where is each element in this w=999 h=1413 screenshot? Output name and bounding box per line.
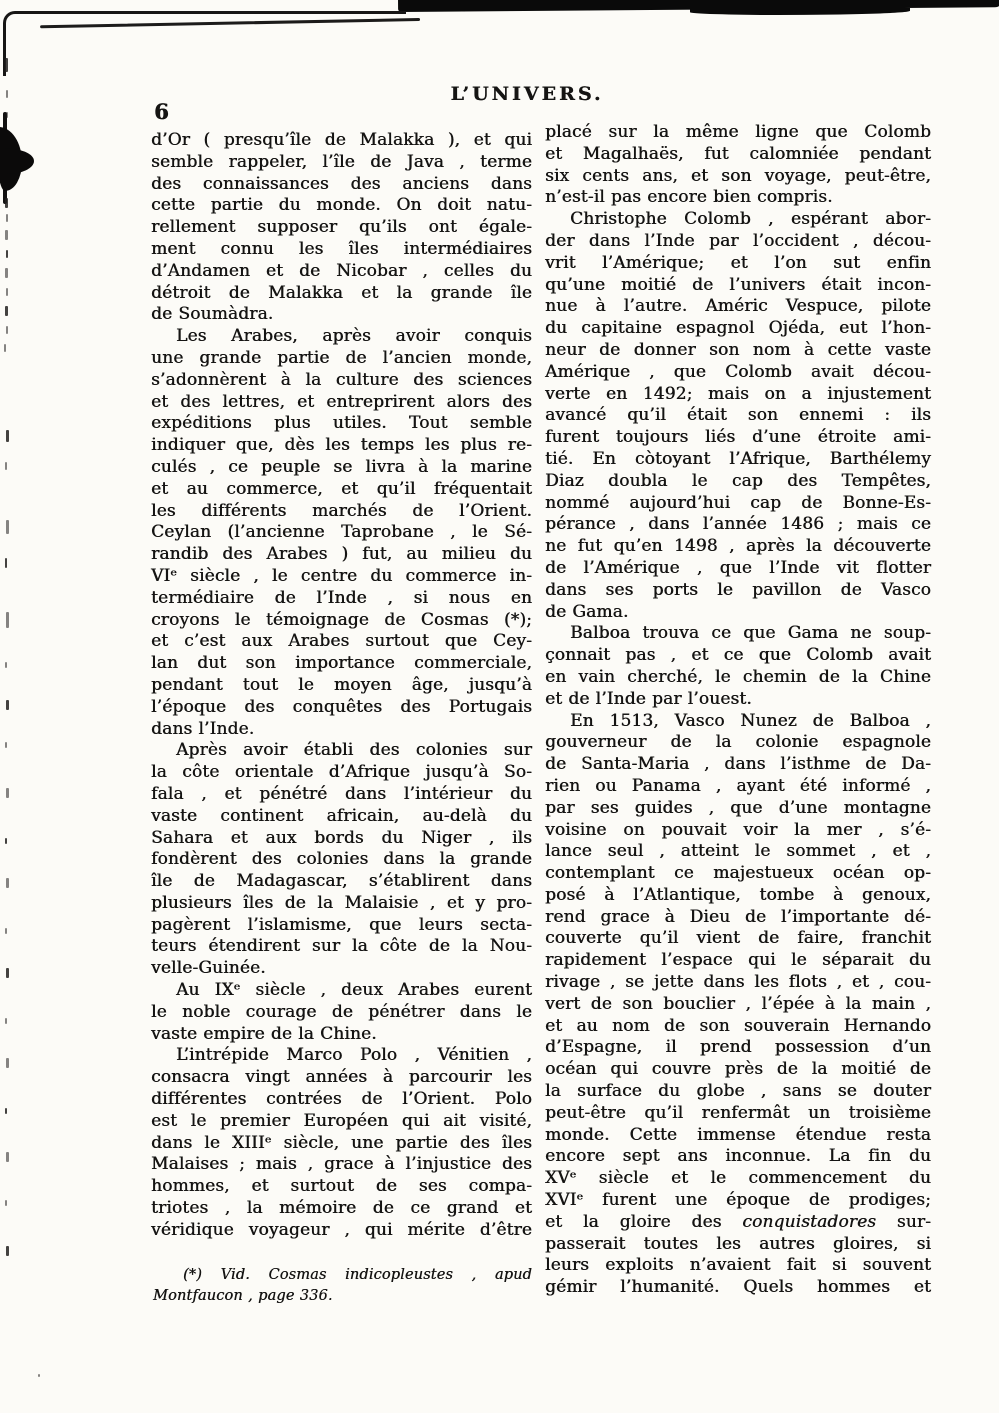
text-line: les différents marchés de l’Orient. — [151, 500, 532, 521]
text-line: randib des Arabes ) fut, au milieu du — [151, 544, 532, 565]
text-line: et de l’Inde par l’ouest. — [545, 688, 752, 709]
text-line: et au nom de son souverain Hernando — [545, 1015, 931, 1036]
text-line: et des lettres, et entreprirent alors des — [151, 391, 532, 412]
footnote — [153, 1265, 532, 1307]
text-line: nommé aujourd’hui cap de Bonne-Es- — [545, 492, 931, 513]
scan-speck — [6, 430, 9, 442]
text-line: neur de donner son nom à cette vaste — [545, 339, 931, 360]
text-line: gouverneur de la colonie espagnole — [545, 732, 931, 753]
text-line: (*) Vid. Cosmas indicopleustes , apud — [183, 1267, 532, 1283]
text-line: n’est-il pas encore bien compris. — [545, 187, 833, 208]
text-line: rien ou Panama , ayant été informé , — [545, 775, 931, 796]
scan-speck — [4, 344, 6, 352]
scan-speck — [6, 968, 9, 978]
text-line: et c’est aux Arabes surtout que Cey- — [151, 631, 532, 652]
text-line: de l’Amérique , que l’Inde vit flotter — [545, 557, 931, 578]
text-line: culés , ce peuple se livra à la marine — [151, 456, 532, 477]
text-line: XVIᵉ furent une époque de prodiges; — [545, 1190, 931, 1211]
text-line: voisine on pouvait voir la mer , s’é- — [545, 819, 931, 840]
text-line: Au IXᵉ siècle , deux Arabes eurent — [176, 980, 532, 1001]
text-line: en vain cherché, le chemin de la Chine — [545, 666, 931, 687]
text-line: île de Madagascar, s’établirent dans — [151, 871, 532, 892]
text-line: peut-être qu’il renfermât un troisième — [545, 1102, 931, 1123]
text-line: rend grace à Dieu de l’importante dé- — [545, 906, 931, 927]
scan-speck — [5, 742, 7, 748]
scan-speck — [5, 928, 7, 934]
text-line: dans le XIIIᵉ siècle, une partie des îles — [151, 1132, 532, 1153]
text-line: semble rappeler, l’île de Java , terme — [151, 151, 532, 172]
text-line: contemplant ce majestueux océan op- — [545, 863, 931, 884]
text-line: passerait toutes les autres gloires, si — [545, 1233, 931, 1254]
text-line: rivage , se jette dans les flots , et , cou- — [545, 972, 931, 993]
text-line: d’Espagne, il prend possession d’un — [545, 1037, 931, 1058]
text-line: pérance , dans l’année 1486 ; mais ce — [545, 514, 931, 535]
text-line: Ceylan (l’ancienne Taprobane , le Sé- — [151, 522, 532, 543]
text-line: lan dut son importance commerciale, — [151, 653, 532, 674]
text-line: Diaz doubla le cap des Tempêtes, — [545, 470, 931, 491]
text-line: la côte orientale d’Afrique jusqu’à So- — [151, 762, 532, 783]
text-line: verte en 1492; mais on a injustement — [545, 383, 931, 404]
text-line: VIᵉ siècle , le centre du commerce in- — [151, 565, 532, 586]
text-line: plusieurs îles de la Malaisie , et y pro- — [151, 892, 532, 913]
text-line: pagèrent l’islamisme, que leurs secta- — [151, 914, 532, 935]
scan-speck — [6, 1058, 9, 1068]
text-line: Amérique , que Colomb avait décou- — [545, 361, 931, 382]
text-line: XVᵉ siècle et le commencement du — [545, 1168, 931, 1189]
text-line: Montfaucon , page 336. — [153, 1288, 333, 1304]
scan-speck — [5, 462, 7, 470]
text-line: est le premier Européen qui ait visité, — [151, 1110, 532, 1131]
scan-speck — [5, 306, 8, 316]
right-column — [545, 122, 931, 1299]
text-line: le noble courage de pénétrer dans le — [151, 1001, 532, 1022]
text-line: Christophe Colomb , espérant abor- — [570, 209, 931, 230]
text-line: croyons le témoignage de Cosmas (*); — [151, 609, 532, 630]
ink-blob-bump — [2, 148, 34, 174]
scan-speck — [5, 58, 8, 72]
text-line: et Magalhaës, fut calomniée pendant — [545, 143, 931, 164]
running-head: L’UNIVERS. — [450, 83, 604, 105]
scan-edge-band-lump — [690, 8, 910, 15]
text-line: d’Or ( presqu’île de Malakka ), et qui — [151, 130, 532, 150]
text-line: par ses guides , que d’une montagne — [545, 797, 931, 818]
scan-speck — [5, 1108, 7, 1114]
text-line: ne fut qu’en 1498 , après la découverte — [545, 536, 931, 557]
text-line: Balboa trouva ce que Gama ne soup- — [570, 623, 931, 644]
text-line: véridique voyageur , qui mérite d’être — [151, 1219, 532, 1240]
text-line: dans l’Inde. — [151, 718, 255, 739]
scan-speck — [5, 1018, 7, 1024]
scan-speck — [5, 198, 8, 208]
text-line: du capitaine espagnol Ojéda, eut l’hon- — [545, 318, 931, 339]
text-line: la surface du globe , sans se douter — [545, 1081, 931, 1102]
text-line: cette partie du monde. On doit natu- — [151, 195, 532, 216]
text-line: Après avoir établi des colonies sur — [176, 740, 532, 761]
text-line: fondèrent des colonies dans la grande — [151, 849, 532, 870]
text-line: Les Arabes, après avoir conquis — [176, 326, 532, 347]
text-line: et au commerce, et qu’il fréquentait — [151, 478, 532, 499]
text-line: termédiaire de l’Inde , si nous en — [151, 587, 532, 608]
text-line: consacra vingt années à parcourir les — [151, 1067, 532, 1088]
scan-speck — [6, 250, 8, 258]
text-line: gémir l’humanité. Quels hommes et — [545, 1277, 931, 1298]
text-line: tié. En còtoyant l’Afrique, Barthélemy — [545, 448, 931, 469]
text-line: hommes, et surtout de ses compa- — [151, 1176, 532, 1197]
scan-speck — [6, 112, 8, 118]
text-line: vrit l’Amérique; et l’on sut enfin — [545, 252, 931, 273]
text-line: monde. Cette immense étendue resta — [545, 1124, 931, 1145]
text-line: posé à l’Atlantique, tombe à genoux, — [545, 884, 931, 905]
text-line: détroit de Malakka et la grande île — [151, 282, 532, 303]
text-line: çonnait pas , et ce que Colomb avait — [545, 645, 931, 666]
text-line: pendant tout le moyen âge, jusqu’à — [151, 674, 532, 695]
text-line: de Soumàdra. — [151, 304, 274, 325]
text-line: de Santa-Maria , dans l’isthme de Da- — [545, 754, 931, 775]
text-line: qu’une moitié de l’univers était incon- — [545, 274, 931, 295]
scan-speck — [6, 788, 9, 798]
text-line: l’époque des conquêtes des Portugais — [151, 696, 532, 717]
text-line: différentes contrées de l’Orient. Polo — [151, 1089, 532, 1110]
scan-speck — [5, 838, 7, 844]
text-line: rellement supposer qu’ils ont égale- — [151, 217, 532, 238]
scan-speck — [6, 288, 8, 296]
text-line: d’Andamen et de Nicobar , celles du — [151, 260, 532, 281]
left-column — [151, 130, 532, 1242]
text-line: et la gloire des conquistadores sur- — [545, 1211, 931, 1232]
text-line: En 1513, Vasco Nunez de Balboa , — [570, 710, 931, 731]
text-line: océan qui couvre près de la moitié de — [545, 1059, 931, 1080]
text-line: nue à l’autre. Améric Vespuce, pilote — [545, 296, 931, 317]
scan-speck — [5, 1200, 7, 1206]
scan-speck — [6, 612, 9, 628]
text-line: une grande partie de l’ancien monde, — [151, 347, 532, 368]
scan-speck — [5, 558, 7, 568]
text-line: L’intrépide Marco Polo , Vénitien , — [176, 1045, 532, 1066]
scan-speck — [6, 1246, 9, 1256]
scan-speck — [5, 662, 7, 668]
scan-speck — [6, 326, 8, 334]
scan-speck — [6, 90, 8, 98]
text-line: Malaises ; mais , grace à l’injustice des — [151, 1154, 532, 1175]
text-line: rapidement l’espace qui le séparait du — [545, 950, 931, 971]
scan-speck — [6, 1152, 9, 1162]
text-line: expéditions plus utiles. Tout semble — [151, 413, 532, 434]
scan-speck — [6, 520, 9, 534]
text-line: six cents ans, et son voyage, peut-être, — [545, 165, 931, 186]
text-line: placé sur la même ligne que Colomb — [545, 122, 931, 142]
text-line: des connaissances des anciens dans — [151, 173, 532, 194]
text-line: leurs exploits n’avaient fait si souvent — [545, 1255, 931, 1276]
text-line: velle-Guinée. — [151, 958, 266, 979]
text-line: vert de son bouclier , l’épée à la main , — [545, 993, 931, 1014]
scan-speck — [38, 1374, 40, 1377]
page-number: 6 — [154, 99, 169, 124]
scan-speck — [6, 878, 9, 888]
text-line: triotes , la mémoire de ce grand et — [151, 1198, 532, 1219]
text-line: s’adonnèrent à la culture des sciences — [151, 369, 532, 390]
text-line: Sahara et aux bords du Niger , ils — [151, 827, 532, 848]
text-line: dans ses ports le pavillon de Vasco — [545, 579, 931, 600]
scan-speck — [5, 268, 8, 278]
text-line: lance seul , atteint le sommet , et , — [545, 841, 931, 862]
scan-speck — [6, 214, 8, 222]
scan-corner-border — [3, 11, 406, 76]
text-line: indiquer que, dès les temps les plus re- — [151, 435, 532, 456]
text-line: ment connu les îles intermédiaires — [151, 238, 532, 259]
text-line: teurs étendirent sur la côte de la Nou- — [151, 936, 532, 957]
text-line: vaste empire de la Chine. — [151, 1023, 377, 1044]
text-line: furent toujours liés d’une étroite ami- — [545, 427, 931, 448]
text-line: vaste continent africain, au-delà du — [151, 805, 532, 826]
text-line: encore sept ans inconnue. La fin du — [545, 1146, 931, 1167]
text-line: de Gama. — [545, 601, 629, 622]
scan-speck — [5, 230, 8, 240]
text-line: couverte qu’il vient de faire, franchit — [545, 928, 931, 949]
text-line: avancé qu’il était son ennemi : ils — [545, 405, 931, 426]
scan-speck — [6, 700, 9, 710]
text-line: fala , et pénétré dans l’intérieur du — [151, 783, 532, 804]
text-line: der dans l’Inde par l’occident , décou- — [545, 230, 931, 251]
